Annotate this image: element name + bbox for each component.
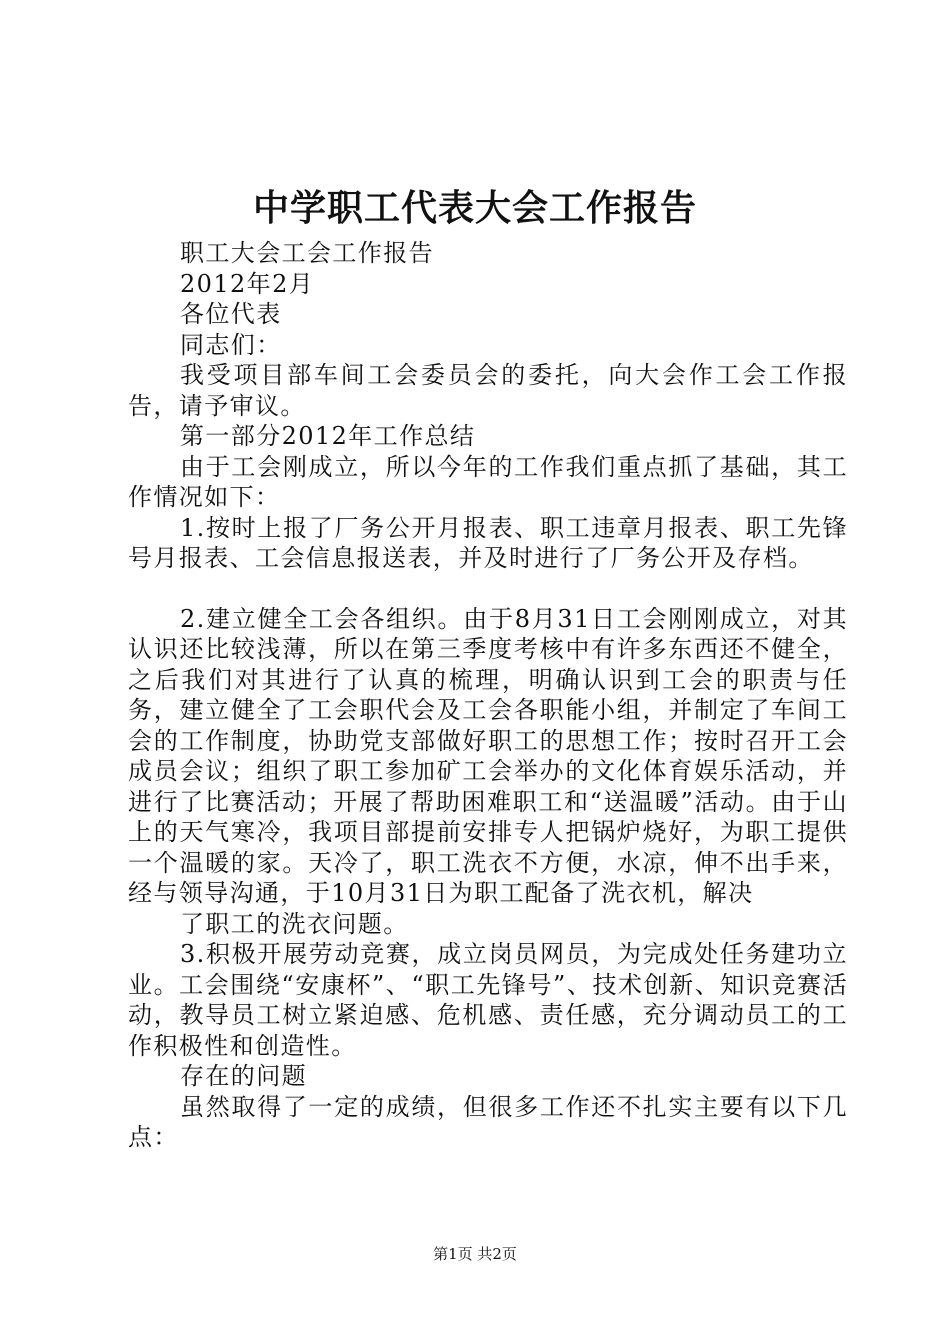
paragraph: 同志们：: [180, 330, 282, 359]
paragraph: 2012年2月: [180, 269, 315, 298]
paragraph: 各位代表: [180, 300, 282, 328]
page-footer: 第1页 共2页: [433, 1245, 517, 1263]
paragraph: 1.按时上报了厂务公开月报表、职工违章月报表、职工先锋号月报表、工会信息报送表，并及时进行了厂务公开及存档。: [128, 513, 848, 572]
paragraph: 由于工会刚成立，所以今年的工作我们重点抓了基础，其工作情况如下：: [128, 452, 848, 511]
paragraph: 了职工的洗衣问题。: [180, 909, 409, 938]
paragraph: 我受项目部车间工会委员会的委托，向大会作工会工作报告，请予审议。: [128, 361, 848, 420]
paragraph: 2.建立健全工会各组织。由于8月31日工会刚刚成立，对其认识还比较浅薄，所以在第三季度考核中有许多东西还不健全，之后我们对其进行了认真的梳理，明确认识到工会的职责与任务，建立健全了工会职代会及工会各职能小组，并制定了车间工会的工作制度，协助党支部做好职工的思想工作；按时召开工会成员会议；组织了职工参加矿工会举办的文化体育娱乐活动，并进行了比赛活动；开展了帮助困难职工和“送温暖”活动。由于山上的天气寒冷，我项目部提前安排专人把锅炉烧好，为职工提供一个温暖的家。天冷了，职工洗衣不方便，水凉，伸不出手来，经与领导沟通，于10月31日为职工配备了洗衣机，解决: [128, 604, 848, 907]
paragraph: 存在的问题: [180, 1062, 307, 1090]
paragraph: 第一部分2012年工作总结: [180, 422, 476, 450]
document-body: [128, 238, 848, 1153]
paragraph: 虽然取得了一定的成绩，但很多工作还不扎实主要有以下几点：: [128, 1092, 848, 1151]
document-title: 中学职工代表大会工作报告: [252, 187, 697, 229]
paragraph: 3.积极开展劳动竞赛，成立岗员网员，为完成处任务建功立业。工会围绕“安康杯”、“职工先锋号”、技术创新、知识竞赛活动，教导员工树立紧迫感、危机感、责任感，充分调动员工的工作积极性和创造性。: [128, 940, 848, 1060]
paragraph: 职工大会工会工作报告: [180, 239, 434, 267]
